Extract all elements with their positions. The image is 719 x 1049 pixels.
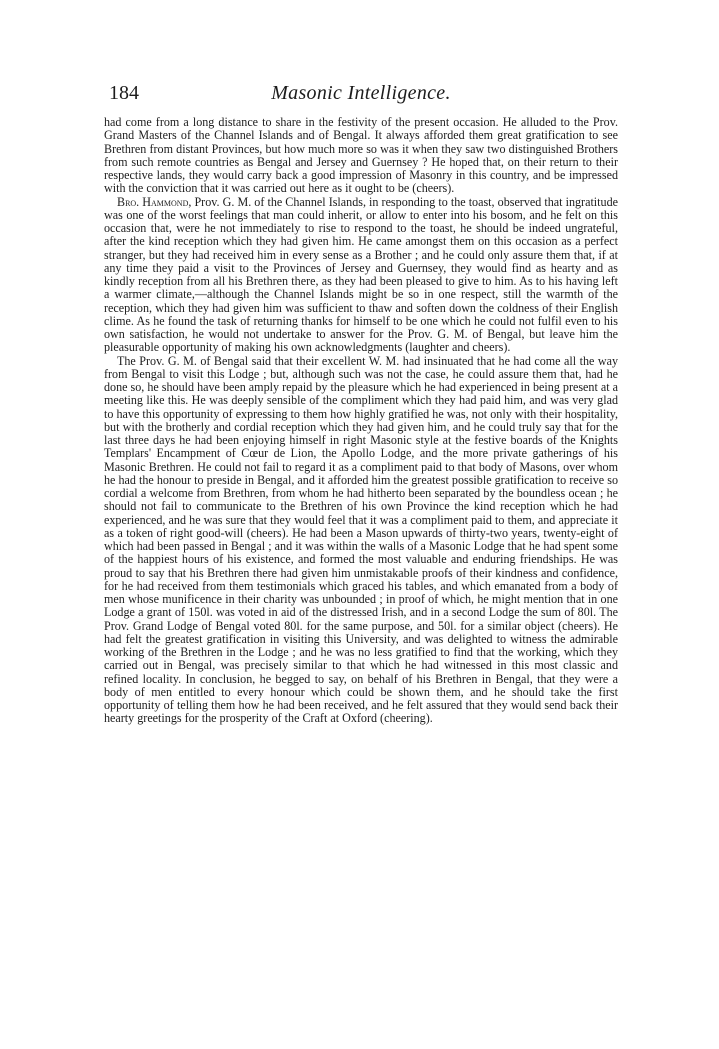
paragraph: The Prov. G. M. of Bengal said that their excellent W. M. had insinuated that he had come all the way from Bengal to visit this Lodge ; but, although such was not the case, he could assure them that, had he done so, he should have been amply repaid by the pleasure which he had experienced in being present at a meeting like this. He was deeply sensible of the compliment which they had paid him, and was very glad to have this opportunity of expressing to them how highly gratified he was, not only with their hospitality, but with the brotherly and cordial reception which they had given him, and he could truly say that for the last three days he had been enjoying himself in right Masonic style at the festive boards of the Knights Templars' Encampment of Cœur de Lion, the Apollo Lodge, and the more private gatherings of his Masonic Brethren. He could not fail to regard it as a compliment paid to that body of Masons, over whom he had the honour to preside in Bengal, and it afforded him the greatest possible gratification to receive so cordial a welcome from Brethren, from whom he had hitherto been separated by the boundless ocean ; he should not fail to communicate to the Brethren of his own Province the kind reception which he had experienced, and he was sure that they would feel that it was a compliment paid to them, and appreciate it as a token of right good-will (cheers). He had been a Mason upwards of thirty-two years, twenty-eight of which had been passed in Bengal ; and it was within the walls of a Masonic Lodge that he had spent some of the happiest hours of his existence, and formed the most valuable and enduring friendships. He was proud to say that his Brethren there had given him unmistakable proofs of their kindness and confidence, for he had received from them testimonials which graced his tables, and which emanated from a body of men whose munificence in their charity was unbounded ; in proof of which, he might mention that in one Lodge a grant of 150l. was voted in aid of the distressed Irish, and in a second Lodge the sum of 80l. The Prov. Grand Lodge of Bengal voted 80l. for the same purpose, and 50l. for a similar object (cheers). He had felt the greatest gratification in visiting this University, and was delighted to witness the admirable working of the Brethren in the Lodge ; and he was no less gratified to find that the working, which they carried out in Bengal, was precisely similar to that which he had witnessed in this most classic and refined locality. In conclusion, he begged to say, on behalf of his Brethren in Bengal, that they were a body of men entitled to every honour which could be shown them, and he should take the first opportunity of telling them how he had been received, and he felt assured that they would send back their hearty greetings for the prosperity of the Craft at Oxford (cheering). <box>104 353 618 726</box>
paragraph: had come from a long distance to share in the festivity of the present occasion. He alluded to the Prov. Grand Masters of the Channel Islands and of Bengal. It always afforded them great gratification to see Brethren from distant Provinces, but how much more so was it when they saw two distinguished Brothers from such remote countries as Bengal and Jersey and Guernsey ? He hoped that, on their return to their respective lands, they would carry back a good impression of Masonry in this country, and be impressed with the conviction that it was carried out here as it ought to be (cheers). <box>104 115 618 196</box>
running-head <box>104 82 618 108</box>
paragraph <box>104 196 618 355</box>
running-title: Masonic Intelligence. <box>271 82 451 104</box>
page <box>104 82 618 726</box>
paragraph-text: Prov. G. M. of the Channel Islands, in responding to the toast, observed that ingratitude was one of the worst feelings that man could inherit, or allow to enter into his bosom, and he felt on this occasion that, were he not immediately to rise to respond to the toast, he should be indeed ungrateful, after the kind reception which they had given him. He came amongst them on this occasion as a perfect stranger, but they had received him in every sense as a Brother ; and he could only assure them that, if at any time they paid a visit to the Provinces of Jersey and Guernsey, they would find as hearty and as kindly reception from all his Brethren there, as they had been pleased to give to him. As to his having left a warmer climate,—although the Channel Islands might be so in one respect, still the warmth of the reception, which they had given him was sufficient to thaw and soften down the coldness of their English clime. As he found the task of returning thanks for himself to be one which he could not fulfil even to his own satisfaction, he would not undertake to answer for the Prov. G. M. of Bengal, but leave him the pleasurable opportunity of making his own acknowledgments (laughter and cheers). <box>104 194 618 355</box>
speaker-name: Bro. Hammond, <box>117 194 192 209</box>
article-body <box>104 116 618 726</box>
page-number: 184 <box>109 82 139 104</box>
